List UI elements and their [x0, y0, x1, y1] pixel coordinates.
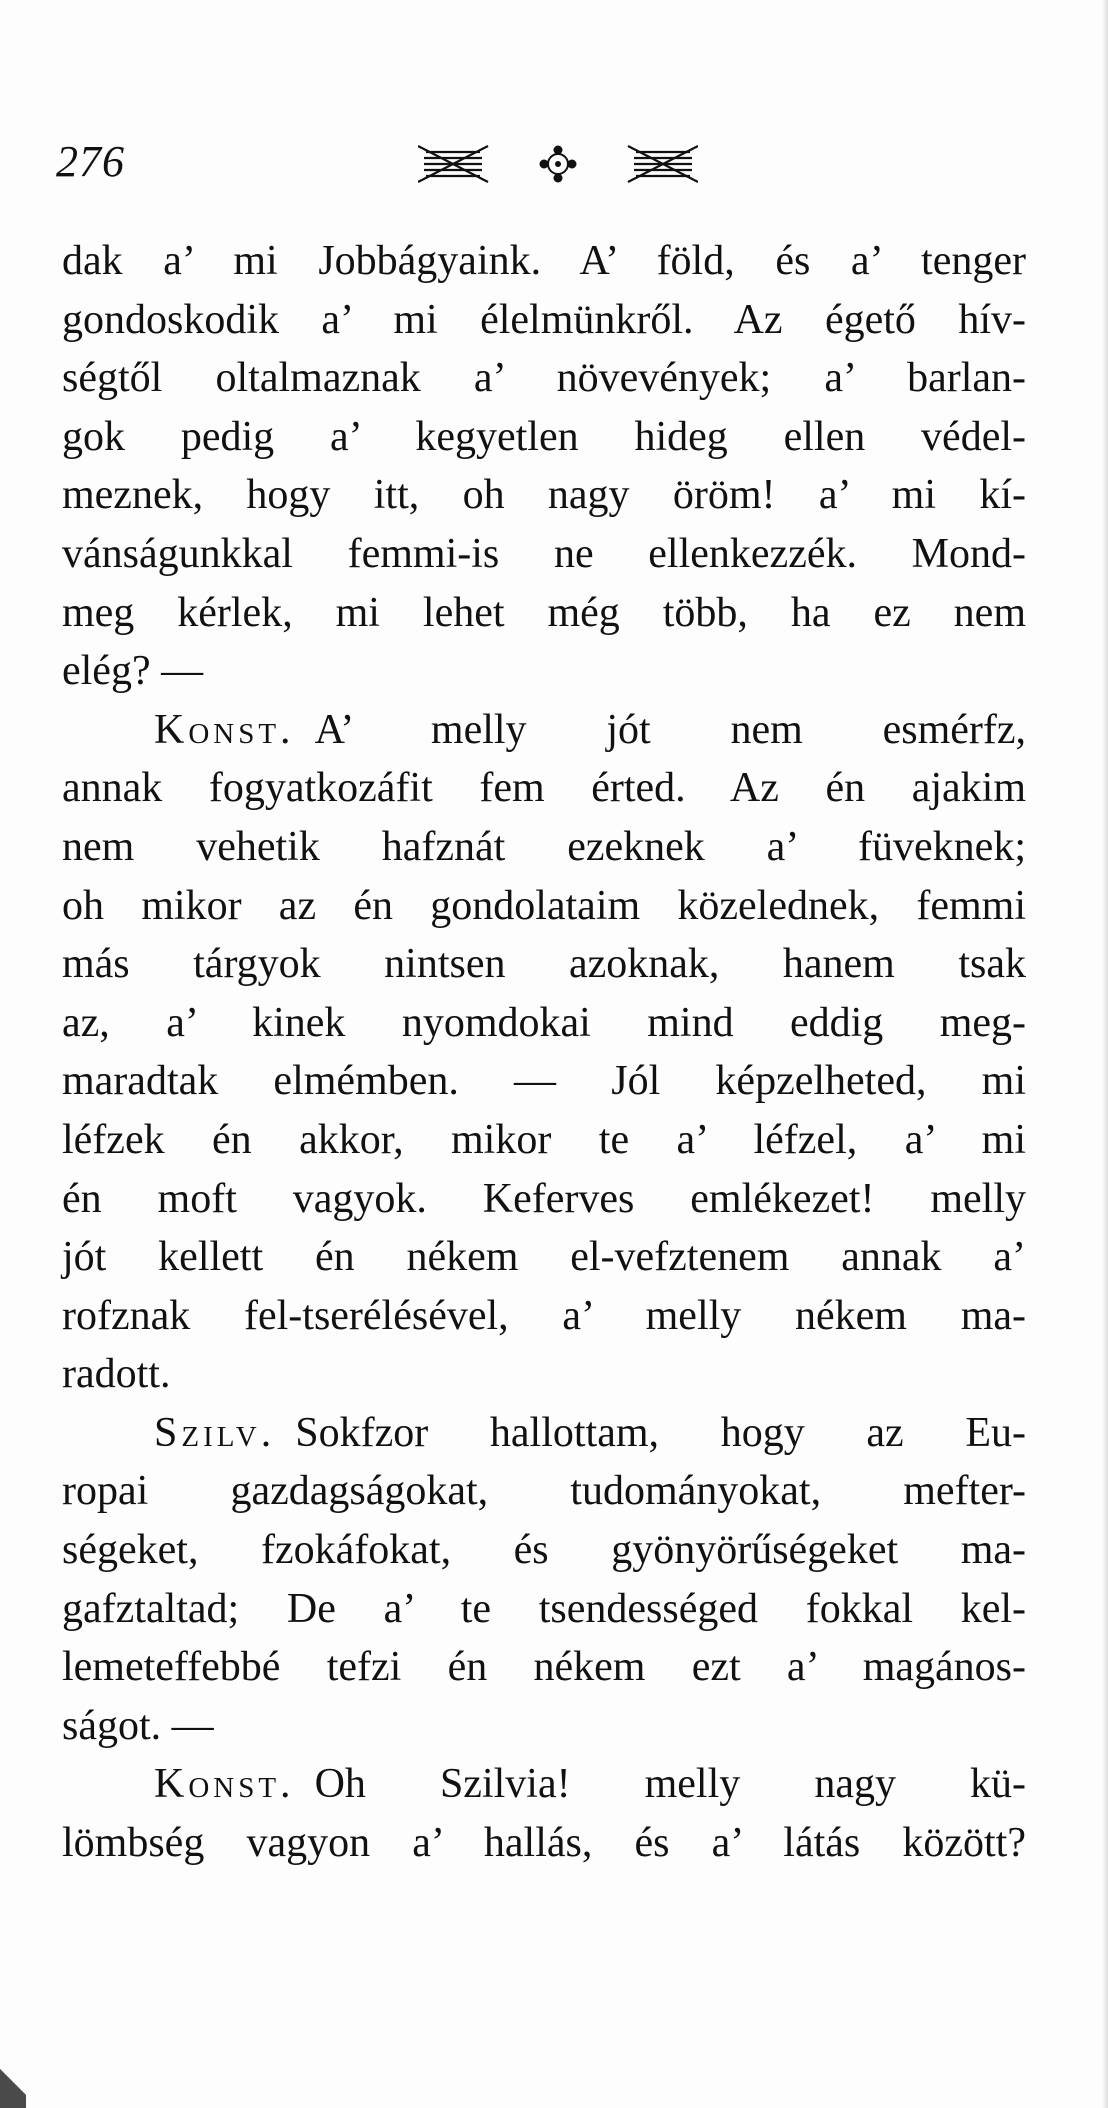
text-line: ságot. — [62, 1702, 214, 1749]
text-line: elég? — [62, 648, 204, 695]
text-line: gafztaltad; De a’ te tsendességed fokkal kel- [62, 1585, 1026, 1632]
text-line: lömbség vagyon a’ hallás, és a’ látás között? [62, 1820, 1026, 1867]
printers-ornament-icon [418, 138, 698, 188]
text-line: maradtak elmémben. — Jól képzelheted, mi [62, 1058, 1026, 1105]
text-line: lemeteffebbé tefzi én nékem ezt a’ magános- [62, 1644, 1026, 1691]
text-line: nem vehetik hafznát ezeknek a’ füveknek; [62, 823, 1026, 870]
text-line: ségtől oltalmaznak a’ növevények; a’ barlan- [62, 355, 1026, 402]
text-line: oh mikor az én gondolataim közelednek, femmi [62, 882, 1026, 929]
speech-line [62, 1755, 1026, 1814]
text-line: dak a’ mi Jobbágyaink. A’ föld, és a’ tenger [62, 238, 1026, 284]
text-line: vánságunkkal femmi-is ne ellenkezzék. Mond- [62, 530, 1026, 577]
speech-text: Oh Szilvia! melly nagy kü- [314, 1761, 1026, 1808]
text-line: jót kellett én nékem el-vefztenem annak a’ [62, 1234, 1026, 1281]
text-line: az, a’ kinek nyomdokai mind eddig meg- [62, 999, 1026, 1046]
text-line: meznek, hogy itt, oh nagy öröm! a’ mi kí- [62, 472, 1026, 519]
speech-text: Sokfzor hallottam, hogy az Eu- [295, 1409, 1026, 1456]
speech-text: A’ melly jót nem esmérfz, [314, 706, 1026, 753]
text-line: más tárgyok nintsen azoknak, hanem tsak [62, 941, 1026, 988]
speech-line [62, 701, 1026, 760]
page-number: 276 [56, 137, 125, 186]
speech-line [62, 1404, 1026, 1463]
text-line: annak fogyatkozáfit fem érted. Az én ajakim [62, 765, 1026, 812]
text-line: gondoskodik a’ mi élelmünkről. Az égető hív- [62, 296, 1026, 343]
page-corner-mark [0, 2048, 26, 2108]
page-body-text [62, 232, 1026, 1873]
speaker-name: Szilv. [154, 1409, 276, 1456]
text-line: radott. [62, 1351, 171, 1398]
text-line: én moft vagyok. Keferves emlékezet! melly [62, 1175, 1026, 1222]
text-line: gok pedig a’ kegyetlen hideg ellen védel- [62, 413, 1026, 460]
page-edge-shadow [1102, 0, 1108, 2108]
speaker-name: Konst. [154, 1761, 295, 1808]
text-line: ségeket, fzokáfokat, és gyönyörűségeket ma- [62, 1527, 1026, 1574]
text-line: léfzek én akkor, mikor te a’ léfzel, a’ mi [62, 1116, 1026, 1163]
text-line: rofznak fel-tserélésével, a’ melly nékem ma- [62, 1292, 1026, 1339]
speaker-name: Konst. [154, 706, 295, 753]
text-line: meg kérlek, mi lehet még több, ha ez nem [62, 589, 1026, 636]
text-line: ropai gazdagságokat, tudományokat, mefter- [62, 1468, 1026, 1515]
